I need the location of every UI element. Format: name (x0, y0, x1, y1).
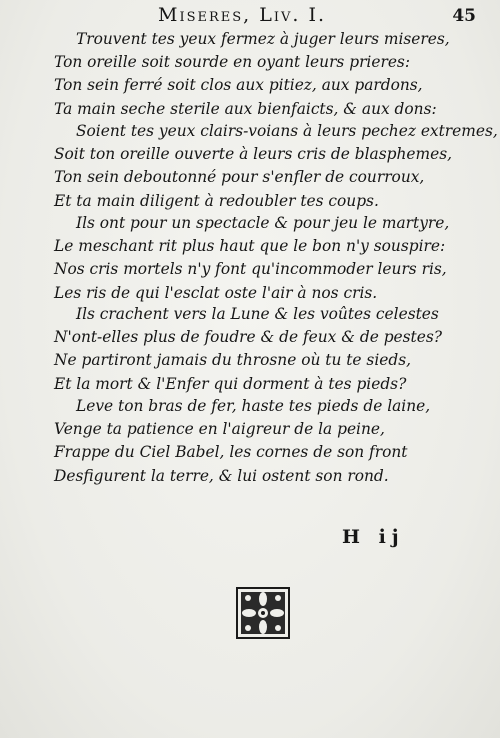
catchword: H ij (342, 526, 405, 548)
page-number: 45 (452, 6, 476, 26)
stanza-2 (54, 120, 498, 213)
verse-line: Ton sein ferré soit clos aux pitiez, aux pardons, (54, 76, 423, 95)
verse-line: Leve ton bras de fer, haste tes pieds de laine, (76, 397, 431, 415)
stanza-1 (54, 28, 450, 121)
verse-line: Ta main seche sterile aux bienfaicts, & aux dons: (54, 99, 437, 118)
verse-line: Nos cris mortels n'y font qu'incommoder leurs ris, (54, 260, 447, 279)
fleuron-ornament-icon (236, 587, 290, 639)
verse-line: Et la mort & l'Enfer qui dorment à tes pieds? (54, 374, 407, 393)
verse-line: Trouvent tes yeux fermez à juger leurs miseres, (76, 30, 450, 48)
verse-line: Ne partiront jamais du throsne où tu te sieds, (54, 351, 412, 370)
verse-line: Le meschant rit plus haut que le bon n'y souspire: (54, 237, 446, 256)
verse-line: Ils crachent vers la Lune & les voûtes celestes (76, 305, 439, 323)
stanza-5 (54, 395, 430, 488)
verse-line: Et ta main diligent à redoubler tes coups. (54, 191, 379, 210)
verse-line: Venge ta patience en l'aigreur de la peine, (54, 420, 385, 439)
verse-line: Ton sein deboutonné pour s'enfler de courroux, (54, 168, 425, 187)
verse-line: Ils ont pour un spectacle & pour jeu le martyre, (76, 214, 450, 232)
verse-line: Les ris de qui l'esclat oste l'air à nos cris. (54, 283, 378, 302)
stanza-4 (54, 303, 442, 396)
verse-line: Soient tes yeux clairs-voians à leurs pechez extremes, (76, 122, 498, 140)
verse-line: Soit ton oreille ouverte à leurs cris de blasphemes, (54, 145, 452, 164)
verse-line: Frappe du Ciel Babel, les cornes de son front (54, 443, 408, 462)
running-header: Miseres, Liv. I. (158, 4, 327, 26)
verse-line: Ton oreille soit sourde en oyant leurs prieres: (54, 53, 411, 72)
stanza-3 (54, 212, 449, 305)
verse-line: N'ont-elles plus de foudre & de feux & de pestes? (54, 328, 443, 347)
verse-line: Desfigurent la terre, & lui ostent son rond. (54, 466, 389, 485)
